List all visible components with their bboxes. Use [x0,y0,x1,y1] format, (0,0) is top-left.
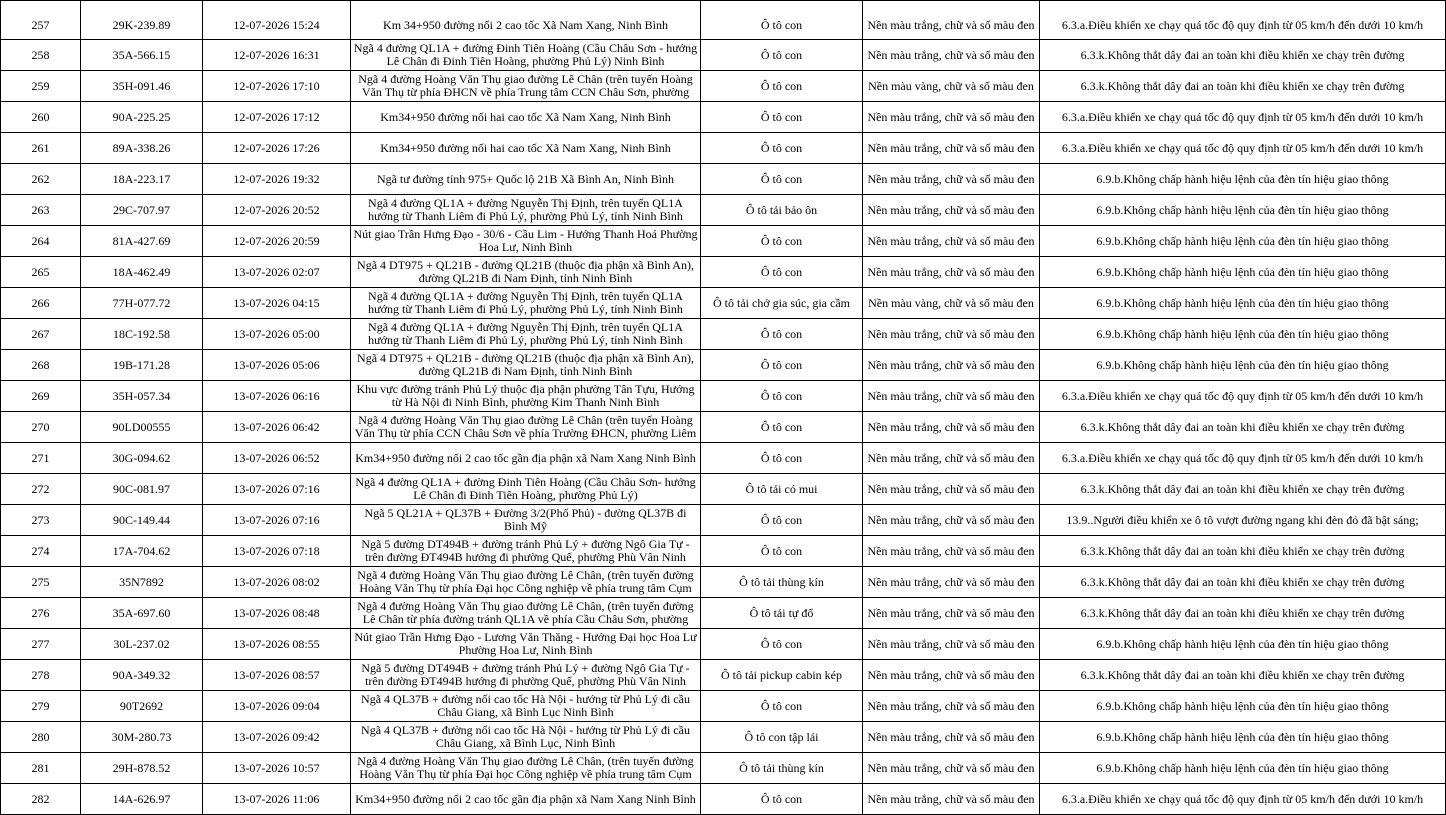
timestamp-cell: 13-07-2026 08:48 [203,598,351,629]
location-cell [351,629,701,660]
stt-cell: 268 [1,350,81,381]
violation-cell: 6.9.b.Không chấp hành hiệu lệnh của đèn tín hiệu giao thông [1040,722,1446,753]
timestamp-cell: 12-07-2026 20:59 [203,226,351,257]
timestamp-cell: 12-07-2026 20:52 [203,195,351,226]
stt-cell: 276 [1,598,81,629]
timestamp-cell: 13-07-2026 08:55 [203,629,351,660]
location-text: Khu vực đường tránh Phủ Lý thuộc địa phận phường Tân Tựu, Hướng từ Hà Nội đi Ninh Bình, phường Kim Thanh Ninh Bình [356,383,695,409]
violation-cell: 6.3.k.Không thắt dây đai an toàn khi điều khiển xe chạy trên đường [1040,412,1446,443]
table-row [1,784,1446,815]
timestamp-cell: 13-07-2026 07:16 [203,474,351,505]
location-text: Ngã 4 QL37B + đường nối cao tốc Hà Nội - hướng từ Phủ Lý đi cầu Châu Giang, xã Bình Lục Ninh Bình [361,693,690,719]
violation-cell: 6.3.a.Điều khiển xe chạy quá tốc độ quy định từ 05 km/h đến dưới 10 km/h [1040,381,1446,412]
plate-color-cell: Nền màu trắng, chữ và số màu đen [863,164,1040,195]
violation-cell: 6.9.b.Không chấp hành hiệu lệnh của đèn tín hiệu giao thông [1040,350,1446,381]
location-text: Km34+950 đường nối hai cao tốc Xã Nam Xang, Ninh Bình [380,110,671,124]
stt-cell: 278 [1,660,81,691]
plate-number-cell: 19B-171.28 [81,350,203,381]
table-row [1,412,1446,443]
vehicle-type-cell: Ô tô tải bảo ôn [701,195,863,226]
location-text: Nút giao Trần Hưng Đạo - Lương Văn Thăng - Hướng Đại học Hoa Lư Phường Hoa Lư, Ninh Bình [354,631,697,657]
location-text: Ngã 4 đường QL1A + đường Đinh Tiên Hoàng (Cầu Châu Sơn - hướng Lê Chân đi Đinh Tiên Hoàng, phường Phủ Lý) Ninh Bình [353,42,698,68]
table-row [1,474,1446,505]
plate-color-cell: Nền màu trắng, chữ và số màu đen [863,226,1040,257]
location-cell [351,164,701,195]
stt-cell: 271 [1,443,81,474]
plate-number-cell: 90LD00555 [81,412,203,443]
location-cell [351,40,701,71]
stt-cell: 267 [1,319,81,350]
stt-cell: 274 [1,536,81,567]
violation-cell: 6.3.k.Không thắt dây đai an toàn khi điều khiển xe chạy trên đường [1040,71,1446,102]
stt-cell: 258 [1,40,81,71]
plate-number-cell: 90C-149.44 [81,505,203,536]
table-row [1,753,1446,784]
location-cell [351,412,701,443]
location-text: Ngã 4 đường Hoàng Văn Thụ giao đường Lê Chân (trên tuyến Hoàng Văn Thụ từ phía ĐHCN về phía Trung tâm CCN Châu Sơn, phường [358,73,693,99]
plate-number-cell: 35A-566.15 [81,40,203,71]
plate-number-cell: 29K-239.89 [81,1,203,40]
timestamp-cell: 13-07-2026 09:42 [203,722,351,753]
table-body [1,1,1446,815]
vehicle-type-cell: Ô tô tải chở gia súc, gia cầm [701,288,863,319]
location-cell [351,753,701,784]
violation-cell: 6.9.b.Không chấp hành hiệu lệnh của đèn tín hiệu giao thông [1040,319,1446,350]
stt-cell: 270 [1,412,81,443]
timestamp-cell: 13-07-2026 02:07 [203,257,351,288]
plate-number-cell: 90C-081.97 [81,474,203,505]
vehicle-type-cell: Ô tô con [701,381,863,412]
location-cell [351,319,701,350]
stt-cell: 269 [1,381,81,412]
location-cell [351,784,701,815]
stt-cell: 265 [1,257,81,288]
table-row [1,1,1446,40]
plate-color-cell: Nền màu trắng, chữ và số màu đen [863,691,1040,722]
vehicle-type-cell: Ô tô con [701,71,863,102]
plate-color-cell: Nền màu trắng, chữ và số màu đen [863,412,1040,443]
location-cell [351,226,701,257]
location-text: Ngã 4 đường QL1A + đường Nguyễn Thị Định, trên tuyến QL1A hướng từ Thanh Liêm đi Phủ Lý, phường Phủ Lý, tỉnh Ninh Bình [368,197,683,223]
violation-cell: 6.3.k.Không thắt dây đai an toàn khi điều khiển xe chạy trên đường [1040,598,1446,629]
plate-number-cell: 77H-077.72 [81,288,203,319]
plate-color-cell: Nền màu trắng, chữ và số màu đen [863,195,1040,226]
stt-cell: 281 [1,753,81,784]
table-row [1,102,1446,133]
plate-number-cell: 81A-427.69 [81,226,203,257]
vehicle-type-cell: Ô tô con [701,536,863,567]
plate-color-cell: Nền màu trắng, chữ và số màu đen [863,40,1040,71]
plate-number-cell: 29C-707.97 [81,195,203,226]
location-text: Ngã 5 QL21A + QL37B + Đường 3/2(Phố Phủ) - đường QL37B đi Bình Mỹ [364,507,687,533]
location-cell [351,567,701,598]
table-row [1,381,1446,412]
timestamp-cell: 13-07-2026 05:06 [203,350,351,381]
plate-color-cell: Nền màu trắng, chữ và số màu đen [863,784,1040,815]
vehicle-type-cell: Ô tô con [701,257,863,288]
plate-color-cell: Nền màu trắng, chữ và số màu đen [863,257,1040,288]
timestamp-cell: 13-07-2026 07:16 [203,505,351,536]
stt-cell: 260 [1,102,81,133]
plate-color-cell: Nền màu trắng, chữ và số màu đen [863,350,1040,381]
plate-color-cell: Nền màu trắng, chữ và số màu đen [863,660,1040,691]
plate-number-cell: 90T2692 [81,691,203,722]
vehicle-type-cell: Ô tô tải tự đổ [701,598,863,629]
stt-cell: 279 [1,691,81,722]
plate-color-cell: Nền màu trắng, chữ và số màu đen [863,753,1040,784]
location-text: Ngã 4 đường Hoàng Văn Thụ giao đường Lê Chân, (trên tuyến đường Hoàng Văn Thụ từ phía Đại học Công nghiệp về phía trung tâm Cụm [357,755,694,781]
location-text: Ngã 5 đường DT494B + đường tránh Phủ Lý + đường Ngô Gia Tự - trên đường ĐT494B hướng đi phường Quế, phường Phù Vân Ninh [361,538,690,564]
timestamp-cell: 12-07-2026 17:10 [203,71,351,102]
table-row [1,505,1446,536]
plate-number-cell: 30L-237.02 [81,629,203,660]
vehicle-type-cell: Ô tô con [701,40,863,71]
location-cell [351,102,701,133]
plate-color-cell: Nền màu trắng, chữ và số màu đen [863,381,1040,412]
violation-cell: 6.9.b.Không chấp hành hiệu lệnh của đèn tín hiệu giao thông [1040,226,1446,257]
violation-cell: 6.9.b.Không chấp hành hiệu lệnh của đèn tín hiệu giao thông [1040,195,1446,226]
violation-cell: 6.3.a.Điều khiển xe chạy quá tốc độ quy định từ 05 km/h đến dưới 10 km/h [1040,1,1446,40]
vehicle-type-cell: Ô tô con tập lái [701,722,863,753]
location-text: Ngã 4 đường QL1A + đường Đinh Tiên Hoàng (Cầu Châu Sơn- hướng Lê Chân đi Đinh Tiên Hoàng, phường Phủ Lý) [355,476,696,502]
timestamp-cell: 13-07-2026 05:00 [203,319,351,350]
timestamp-cell: 13-07-2026 06:42 [203,412,351,443]
location-text: Km34+950 đường nối 2 cao tốc gần địa phận xã Nam Xang Ninh Bình [355,792,696,806]
plate-color-cell: Nền màu vàng, chữ và số màu đen [863,71,1040,102]
location-cell [351,474,701,505]
stt-cell: 261 [1,133,81,164]
vehicle-type-cell: Ô tô con [701,691,863,722]
violation-cell: 6.3.k.Không thắt dây đai an toàn khi điều khiển xe chạy trên đường [1040,567,1446,598]
timestamp-cell: 13-07-2026 06:52 [203,443,351,474]
timestamp-cell: 12-07-2026 15:24 [203,1,351,40]
plate-color-cell: Nền màu trắng, chữ và số màu đen [863,474,1040,505]
plate-number-cell: 18A-462.49 [81,257,203,288]
violation-cell: 6.9.b.Không chấp hành hiệu lệnh của đèn tín hiệu giao thông [1040,288,1446,319]
table-row [1,629,1446,660]
plate-number-cell: 35A-697.60 [81,598,203,629]
timestamp-cell: 13-07-2026 07:18 [203,536,351,567]
location-cell [351,195,701,226]
table-row [1,319,1446,350]
timestamp-cell: 13-07-2026 08:57 [203,660,351,691]
timestamp-cell: 13-07-2026 06:16 [203,381,351,412]
table-row [1,133,1446,164]
plate-number-cell: 35H-091.46 [81,71,203,102]
table-row [1,350,1446,381]
timestamp-cell: 12-07-2026 17:26 [203,133,351,164]
table-row [1,195,1446,226]
violation-cell: 6.9.b.Không chấp hành hiệu lệnh của đèn tín hiệu giao thông [1040,753,1446,784]
location-cell [351,443,701,474]
location-text: Km 34+950 đường nối 2 cao tốc Xã Nam Xang, Ninh Bình [383,19,668,32]
table-row [1,164,1446,195]
vehicle-type-cell: Ô tô con [701,226,863,257]
vehicle-type-cell: Ô tô con [701,629,863,660]
location-cell [351,350,701,381]
location-text: Ngã 4 QL37B + đường nối cao tốc Hà Nội - hướng từ Phủ Lý đi cầu Châu Giang, xã Bình Lục, Ninh Bình [361,724,690,750]
vehicle-type-cell: Ô tô con [701,319,863,350]
table-row [1,598,1446,629]
timestamp-cell: 13-07-2026 08:02 [203,567,351,598]
table-row [1,71,1446,102]
stt-cell: 280 [1,722,81,753]
plate-number-cell: 18A-223.17 [81,164,203,195]
stt-cell: 263 [1,195,81,226]
location-cell [351,381,701,412]
timestamp-cell: 13-07-2026 04:15 [203,288,351,319]
violation-cell: 6.3.k.Không thắt dây đai an toàn khi điều khiển xe chạy trên đường [1040,660,1446,691]
vehicle-type-cell: Ô tô con [701,784,863,815]
location-text: Ngã 4 đường Hoàng Văn Thụ giao đường Lê Chân, (trên tuyến đường Hoàng Văn Thụ từ phía Đại học Công nghiệp về phía trung tâm Cụm [357,569,694,595]
location-cell [351,1,701,40]
table-row [1,288,1446,319]
table-row [1,226,1446,257]
table-row [1,40,1446,71]
stt-cell: 273 [1,505,81,536]
location-text: Km34+950 đường nối 2 cao tốc gần địa phận xã Nam Xang Ninh Bình [355,451,696,465]
table-row [1,567,1446,598]
violation-cell: 6.3.a.Điều khiển xe chạy quá tốc độ quy định từ 05 km/h đến dưới 10 km/h [1040,133,1446,164]
plate-color-cell: Nền màu trắng, chữ và số màu đen [863,319,1040,350]
table-row [1,536,1446,567]
violation-cell: 6.3.a.Điều khiển xe chạy quá tốc độ quy định từ 05 km/h đến dưới 10 km/h [1040,784,1446,815]
location-cell [351,288,701,319]
vehicle-type-cell: Ô tô tải thùng kín [701,567,863,598]
plate-number-cell: 90A-225.25 [81,102,203,133]
location-cell [351,505,701,536]
plate-color-cell: Nền màu trắng, chữ và số màu đen [863,722,1040,753]
plate-color-cell: Nền màu trắng, chữ và số màu đen [863,505,1040,536]
location-cell [351,660,701,691]
location-cell [351,257,701,288]
location-text: Ngã 4 đường Hoàng Văn Thụ giao đường Lê Chân, (trên tuyến đường Lê Chân từ phía đường tránh QL1A về phía Cầu Châu Sơn, phường [357,600,694,626]
table-row [1,257,1446,288]
stt-cell: 262 [1,164,81,195]
plate-number-cell: 29H-878.52 [81,753,203,784]
location-text: Ngã 5 đường DT494B + đường tránh Phủ Lý + đường Ngô Gia Tự - trên đường ĐT494B hướng đi phường Quế, phường Phù Vân Ninh [361,662,690,688]
violation-cell: 13.9..Người điều khiển xe ô tô vượt đường ngang khi đèn đỏ đã bật sáng; [1040,505,1446,536]
location-cell [351,722,701,753]
plate-number-cell: 35N7892 [81,567,203,598]
location-text: Ngã tư đường tỉnh 975+ Quốc lộ 21B Xã Bình An, Ninh Bình [376,172,675,186]
vehicle-type-cell: Ô tô tải pickup cabin kép [701,660,863,691]
table-row [1,660,1446,691]
vehicle-type-cell: Ô tô con [701,350,863,381]
table-row [1,691,1446,722]
timestamp-cell: 13-07-2026 09:04 [203,691,351,722]
violation-cell: 6.9.b.Không chấp hành hiệu lệnh của đèn tín hiệu giao thông [1040,164,1446,195]
location-text: Ngã 4 đường QL1A + đường Nguyễn Thị Định, trên tuyến QL1A hướng từ Thanh Liêm đi Phủ Lý, phường Phủ Lý, tỉnh Ninh Bình [368,321,683,347]
location-text: Nút giao Trần Hưng Đạo - 30/6 - Cầu Lim - Hướng Thanh Hoá Phường Hoa Lư, Ninh Bình [353,228,698,254]
plate-number-cell: 17A-704.62 [81,536,203,567]
location-cell [351,71,701,102]
location-cell [351,536,701,567]
plate-color-cell: Nền màu vàng, chữ và số màu đen [863,288,1040,319]
violation-cell: 6.9.b.Không chấp hành hiệu lệnh của đèn tín hiệu giao thông [1040,691,1446,722]
location-text: Ngã 4 DT975 + QL21B - đường QL21B (thuộc địa phận xã Bình An), đường QL21B đi Nam Định, tỉnh Ninh Bình [357,259,694,285]
violation-cell: 6.3.k.Không thắt dây đai an toàn khi điều khiển xe chạy trên đường [1040,40,1446,71]
vehicle-type-cell: Ô tô con [701,443,863,474]
stt-cell: 277 [1,629,81,660]
plate-color-cell: Nền màu trắng, chữ và số màu đen [863,1,1040,40]
violation-cell: 6.3.a.Điều khiển xe chạy quá tốc độ quy định từ 05 km/h đến dưới 10 km/h [1040,443,1446,474]
plate-number-cell: 14A-626.97 [81,784,203,815]
vehicle-type-cell: Ô tô con [701,164,863,195]
location-text: Km34+950 đường nối hai cao tốc Xã Nam Xang, Ninh Bình [380,141,671,155]
vehicle-type-cell: Ô tô tải thùng kín [701,753,863,784]
timestamp-cell: 12-07-2026 17:12 [203,102,351,133]
plate-color-cell: Nền màu trắng, chữ và số màu đen [863,133,1040,164]
plate-color-cell: Nền màu trắng, chữ và số màu đen [863,598,1040,629]
vehicle-type-cell: Ô tô con [701,133,863,164]
plate-number-cell: 35H-057.34 [81,381,203,412]
vehicle-type-cell: Ô tô con [701,1,863,40]
plate-color-cell: Nền màu trắng, chữ và số màu đen [863,536,1040,567]
timestamp-cell: 13-07-2026 10:57 [203,753,351,784]
violation-cell: 6.3.k.Không thắt dây đai an toàn khi điều khiển xe chạy trên đường [1040,474,1446,505]
location-cell [351,691,701,722]
vehicle-type-cell: Ô tô tải có mui [701,474,863,505]
location-text: Ngã 4 đường QL1A + đường Nguyễn Thị Định, trên tuyến QL1A hướng từ Thanh Liêm đi Phủ Lý, phường Phủ Lý, tỉnh Ninh Bình [368,290,683,316]
location-cell [351,133,701,164]
table-row [1,722,1446,753]
stt-cell: 257 [1,1,81,40]
plate-number-cell: 30M-280.73 [81,722,203,753]
timestamp-cell: 12-07-2026 19:32 [203,164,351,195]
location-text: Ngã 4 DT975 + QL21B - đường QL21B (thuộc địa phận xã Bình An), đường QL21B đi Nam Định, tỉnh Ninh Bình [357,352,694,378]
plate-number-cell: 30G-094.62 [81,443,203,474]
location-text: Ngã 4 đường Hoàng Văn Thụ giao đường Lê Chân (trên tuyến Hoàng Văn Thụ từ phía CCN Châu Sơn về phía Trường ĐHCN, phường Liêm [354,414,697,440]
vehicle-type-cell: Ô tô con [701,412,863,443]
stt-cell: 259 [1,71,81,102]
stt-cell: 264 [1,226,81,257]
plate-color-cell: Nền màu trắng, chữ và số màu đen [863,629,1040,660]
timestamp-cell: 12-07-2026 16:31 [203,40,351,71]
location-cell [351,598,701,629]
violation-cell: 6.3.k.Không thắt dây đai an toàn khi điều khiển xe chạy trên đường [1040,536,1446,567]
violation-cell: 6.9.b.Không chấp hành hiệu lệnh của đèn tín hiệu giao thông [1040,629,1446,660]
timestamp-cell: 13-07-2026 11:06 [203,784,351,815]
plate-color-cell: Nền màu trắng, chữ và số màu đen [863,567,1040,598]
table-row [1,443,1446,474]
violation-cell: 6.3.a.Điều khiển xe chạy quá tốc độ quy định từ 05 km/h đến dưới 10 km/h [1040,102,1446,133]
plate-number-cell: 18C-192.58 [81,319,203,350]
plate-color-cell: Nền màu trắng, chữ và số màu đen [863,102,1040,133]
stt-cell: 272 [1,474,81,505]
stt-cell: 266 [1,288,81,319]
plate-number-cell: 89A-338.26 [81,133,203,164]
vehicle-type-cell: Ô tô con [701,102,863,133]
violation-cell: 6.9.b.Không chấp hành hiệu lệnh của đèn tín hiệu giao thông [1040,257,1446,288]
plate-number-cell: 90A-349.32 [81,660,203,691]
stt-cell: 282 [1,784,81,815]
vehicle-type-cell: Ô tô con [701,505,863,536]
stt-cell: 275 [1,567,81,598]
plate-color-cell: Nền màu trắng, chữ và số màu đen [863,443,1040,474]
